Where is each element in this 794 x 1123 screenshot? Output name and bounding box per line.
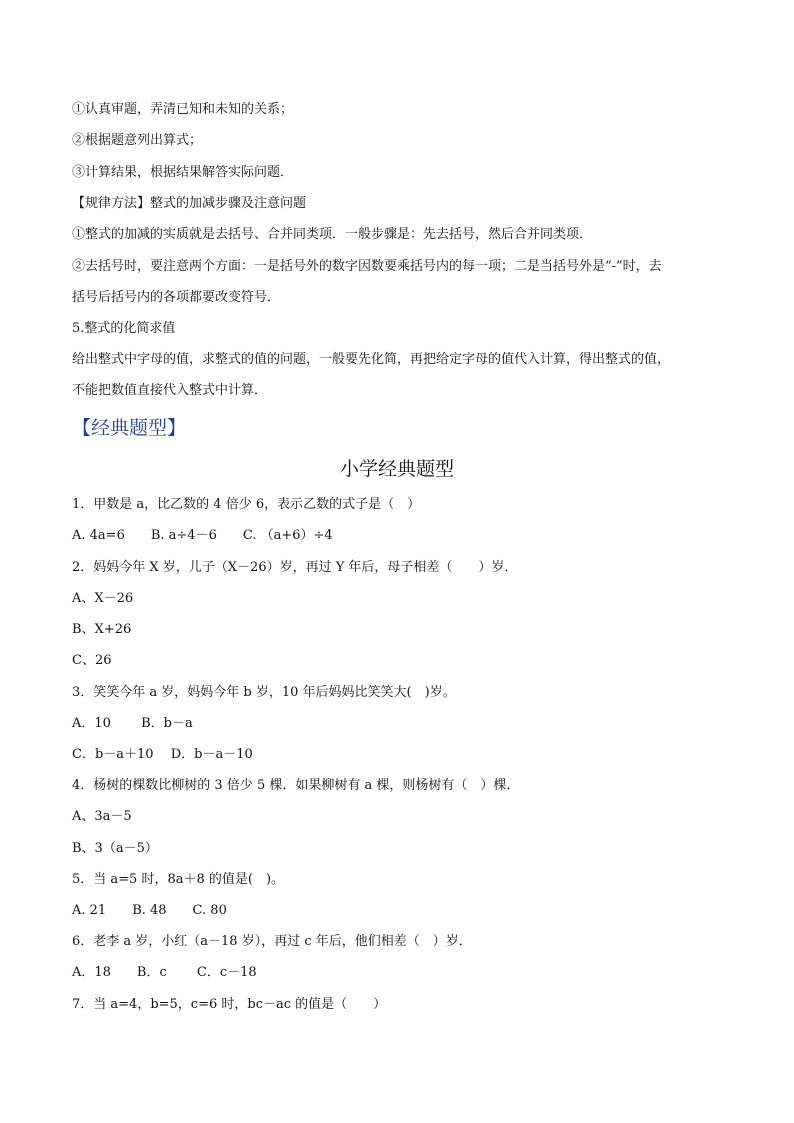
note-line-7: 括号后括号内的各项都要改变符号． xyxy=(72,290,281,305)
question-2-option-c: C、26 xyxy=(72,653,112,668)
question-4-option-b: B、3（a－5） xyxy=(72,841,158,856)
note-line-10: 不能把数值直接代入整式中计算． xyxy=(72,383,268,398)
subsection-heading: 5.整式的化简求值 xyxy=(72,321,176,336)
note-line-5: ①整式的加减的实质就是去括号、合并同类项．一般步骤是：先去括号，然后合并同类项． xyxy=(72,227,593,242)
note-line-2: ②根据题意列出算式； xyxy=(72,133,203,148)
question-2-option-a: A、X－26 xyxy=(72,591,134,606)
note-line-3: ③计算结果，根据结果解答实际问题． xyxy=(72,165,294,180)
method-heading: 【规律方法】整式的加减步骤及注意问题 xyxy=(72,196,307,211)
question-5: 5．当 a=5 时，8a＋8 的值是( )。 xyxy=(72,872,285,887)
question-2-option-b: B、X+26 xyxy=(72,622,132,637)
note-line-9: 给出整式中字母的值，求整式的值的问题，一般要先化简，再把给定字母的值代入计算，得出整式的值， xyxy=(72,352,671,367)
note-line-6: ②去括号时，要注意两个方面：一是括号外的数字因数要乘括号内的每一项；二是当括号外是“-”时，去 xyxy=(72,259,662,274)
question-6-options: A．18 B．c C．c－18 xyxy=(72,965,257,980)
question-1: 1．甲数是 a，比乙数的 4 倍少 6，表示乙数的式子是（ ） xyxy=(72,497,421,512)
question-3-options-2: C．b－a＋10 D．b－a－10 xyxy=(72,747,253,762)
note-line-1: ①认真审题，弄清已知和未知的关系； xyxy=(72,102,294,117)
question-7: 7．当 a=4，b=5，c=6 时，bc－ac 的值是（ ） xyxy=(72,997,387,1012)
doc-title: 小学经典题型 xyxy=(339,458,454,480)
question-2: 2．妈妈今年 X 岁，儿子（X－26）岁，再过 Y 年后，母子相差（ ）岁． xyxy=(72,560,518,575)
question-4-option-a: A、3a－5 xyxy=(72,809,132,824)
question-1-options: A. 4a=6 B. a÷4－6 C. （a+6）÷4 xyxy=(72,528,333,543)
question-3-options-1: A．10 B．b－a xyxy=(72,716,193,731)
question-4: 4．杨树的棵数比柳树的 3 倍少 5 棵．如果柳树有 a 棵，则杨树有（ ）棵． xyxy=(72,778,520,793)
question-5-options: A. 21 B. 48 C. 80 xyxy=(72,903,227,918)
question-3: 3．笑笑今年 a 岁，妈妈今年 b 岁，10 年后妈妈比笑笑大( )岁。 xyxy=(72,685,456,700)
section-heading: 【经典题型】 xyxy=(72,417,187,439)
question-6: 6．老李 a 岁，小红（a－18 岁），再过 c 年后，他们相差（ ）岁． xyxy=(72,934,472,949)
